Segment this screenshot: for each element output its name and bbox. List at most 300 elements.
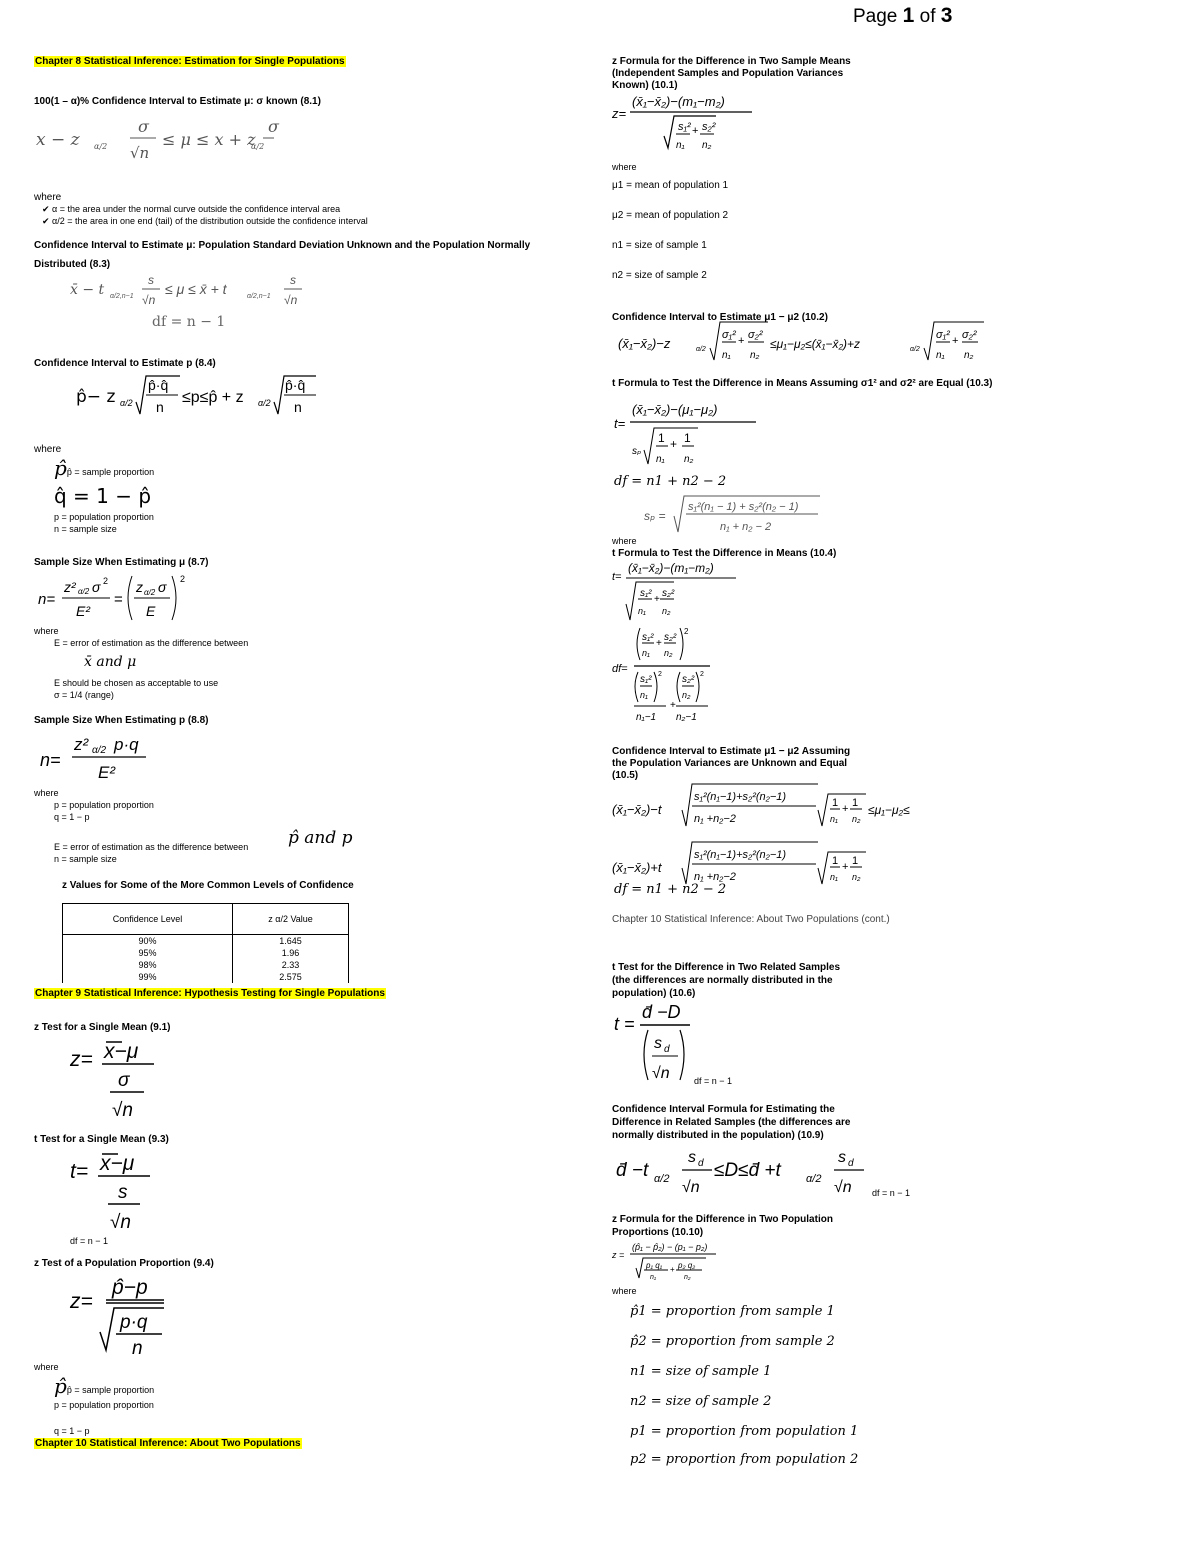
svg-text:1: 1: [832, 855, 839, 867]
svg-text:1: 1: [658, 431, 665, 445]
svg-text:p₁ q₁: p₁ q₁: [646, 1261, 663, 1270]
z-two-props-formula-graphic: [612, 1238, 722, 1284]
z-prop-where-2: where: [757, 1500, 777, 1507]
t-related-formula-text: t = (d̄ − D) / (sd / √n): [1106, 1508, 1170, 1515]
svg-text:√n: √n: [112, 1100, 133, 1121]
svg-text:s₁²: s₁²: [640, 674, 652, 685]
z-mean-formula: [70, 1034, 170, 1129]
t-related-title-2: (the differences are normally distributed in the: [612, 975, 833, 986]
z-diff-formula-graphic: [612, 92, 762, 162]
ci-related-formula: [616, 1142, 866, 1203]
svg-text:√n: √n: [682, 1179, 700, 1196]
svg-text:s₁²(n₁−1)+s₂²(n₂−1): s₁²(n₁−1)+s₂²(n₂−1): [694, 791, 787, 803]
svg-text:≤ μ ≤ x + z: ≤ μ ≤ x + z: [162, 130, 256, 149]
svg-text:x̄ − t: x̄ − t: [70, 282, 105, 298]
t-related-formula-graphic: [614, 998, 714, 1088]
ci-diff-formula: [618, 318, 988, 371]
svg-text:n: n: [156, 399, 164, 415]
svg-text:p·q: p·q: [120, 1312, 148, 1333]
svg-text:σ: σ: [138, 117, 149, 136]
svg-text:df=: df=: [612, 663, 628, 675]
t-unequal-df-graphic: [612, 624, 722, 732]
svg-text:n₂: n₂: [964, 350, 974, 361]
svg-text:z=: z=: [612, 106, 627, 121]
svg-text:+: +: [670, 700, 676, 711]
svg-text:≤p≤p̂ + z: ≤p≤p̂ + z: [182, 389, 244, 406]
svg-text:α/2: α/2: [251, 142, 265, 151]
ci-mu-known-formula-graphic: [34, 117, 279, 168]
z-diff-def-2: μ2 = mean of population 2: [612, 210, 729, 221]
svg-text:(x̄₁−x̄₂)−(m₁−m₂): (x̄₁−x̄₂)−(m₁−m₂): [632, 94, 725, 109]
t-unequal-df: [612, 624, 722, 737]
z-values-value: 1.645: [233, 935, 349, 948]
ci-mu-known-bullet-1-text: α = the area under the normal curve outside the confidence interval area: [52, 204, 341, 214]
svg-text:2: 2: [658, 671, 662, 678]
svg-text:σ: σ: [118, 1070, 130, 1091]
svg-text:1: 1: [852, 855, 859, 867]
svg-text:s: s: [654, 1035, 662, 1052]
svg-text:2: 2: [700, 671, 704, 678]
z-prop-formula: [70, 1270, 180, 1365]
ss-p-def-4: n = sample size: [54, 854, 117, 864]
svg-text:p₂ q₂: p₂ q₂: [678, 1261, 696, 1270]
z-two-props-title-2: Proportions (10.10): [612, 1227, 704, 1238]
svg-text:+: +: [670, 1265, 675, 1274]
z-prop-where: where: [34, 1362, 59, 1372]
svg-text:+: +: [842, 861, 849, 873]
z-values-value: 2.33: [233, 959, 349, 971]
ss-p-def-3: E = error of estimation as the difference between: [54, 842, 249, 852]
svg-text:n₁: n₁: [830, 872, 838, 882]
t-equal-sp-graphic: [644, 492, 824, 538]
ci-p-def-2: q̂ = 1 − p̂: [54, 484, 152, 508]
z-values-header-value: z α/2 Value: [233, 904, 349, 935]
svg-text:+: +: [738, 335, 745, 347]
ci-related-title-2: Difference in Related Samples (the differences are: [612, 1117, 851, 1128]
svg-text:n₂: n₂: [750, 350, 760, 361]
z-two-props-def-5: p1 = proportion from population 1: [630, 1424, 859, 1439]
svg-text:p̂− z: p̂− z: [76, 387, 116, 407]
z-mean-formula-text: z = (x̄ − μ) / (σ / √n): [546, 1500, 607, 1507]
svg-text:t=: t=: [70, 1160, 89, 1183]
svg-text:p·q: p·q: [114, 735, 139, 754]
ci-mu-known-formula-text: x̄ − z α/2 · σ/√n ≤ μ ≤ x̄ + z α/2 · σ/√n: [0, 1500, 114, 1507]
z-prop-formula-text: z = (p̂ − p) / √(p·q / n): [668, 1500, 735, 1507]
z-values-title: z Values for Some of the More Common Levels of Confidence: [62, 880, 354, 891]
svg-text:√n: √n: [652, 1065, 670, 1082]
svg-text:σ₂²: σ₂²: [748, 329, 763, 341]
svg-text:α/2: α/2: [92, 745, 107, 756]
svg-text:n₂: n₂: [664, 648, 673, 658]
svg-text:2: 2: [684, 627, 689, 636]
t-unequal-formula: [612, 558, 742, 631]
z-values-level: 98%: [63, 959, 233, 971]
ss-mu-formula-text: n = z²α/2 σ² / E² = ( z α/2 σ / E )²: [390, 1500, 491, 1507]
z-mean-formula-graphic: [70, 1034, 170, 1124]
svg-text:(p̂₁ − p̂₂) − (p₁ − p₂): (p̂₁ − p̂₂) − (p₁ − p₂): [632, 1242, 708, 1252]
svg-text:n₁ + n₂ − 2: n₁ + n₂ − 2: [720, 521, 772, 533]
svg-text:E²: E²: [76, 603, 90, 619]
ci-diff-formula-text: (x̄1 − x̄2) − z α/2 √(σ1²/n1 + σ2²/n2) ≤ μ1 − μ2 ≤ (x̄1 − x̄2) + z α/2 √(σ1²/n1 + σ2²/n2): [920, 1500, 1180, 1507]
svg-text:s₁²: s₁²: [642, 632, 654, 643]
svg-text:≤D≤d̄ +t: ≤D≤d̄ +t: [714, 1160, 781, 1181]
ss-mu-formula: [38, 570, 198, 631]
svg-text:s₁²: s₁²: [678, 121, 691, 133]
svg-text:1: 1: [684, 431, 691, 445]
svg-text:s₂²: s₂²: [702, 121, 716, 133]
svg-text:s₂²: s₂²: [682, 674, 695, 685]
svg-text:α/2: α/2: [654, 1173, 670, 1185]
z-diff-formula: [612, 92, 762, 167]
svg-text:α/2,n−1: α/2,n−1: [247, 293, 271, 300]
svg-text:α/2: α/2: [78, 587, 90, 596]
svg-text:≤μ₁−μ₂≤: ≤μ₁−μ₂≤: [868, 803, 910, 817]
svg-text:n₁: n₁: [640, 690, 648, 700]
p-hat-symbol: p̂: [54, 456, 67, 480]
ci-equal-formula-1-text: (x̄1 − x̄2) − t √[(s1²(n1 − 1) + s2²(n2 − 1)) / (n1 + n2 − 2)] √(1/n1 + 1/n2) ≤ μ1 − μ2 ≤: [626, 1508, 884, 1515]
ci-mu-known-bullet-1: ✔ α = the area under the normal curve outside the confidence interval area: [42, 204, 341, 214]
svg-text:z²: z²: [74, 735, 89, 754]
svg-text:d̄ −t: d̄ −t: [616, 1160, 649, 1181]
ci-p-where: where: [34, 444, 62, 455]
t-related-df: df = n − 1: [694, 1076, 733, 1086]
svg-text:σ: σ: [158, 579, 167, 595]
svg-text:n₂−1: n₂−1: [676, 712, 697, 723]
svg-text:t=: t=: [612, 571, 622, 583]
t-equal-title: t Formula to Test the Difference in Means Assuming σ1² and σ2² are Equal (10.3): [612, 378, 993, 389]
svg-text:t =: t =: [614, 1014, 635, 1034]
svg-text:d̄ −D: d̄ −D: [642, 1002, 681, 1022]
svg-text:s₂²: s₂²: [662, 588, 675, 599]
ss-mu-def-1b: x̄ and μ: [84, 654, 137, 670]
svg-text:+: +: [842, 803, 849, 815]
svg-text:α/2: α/2: [910, 346, 920, 353]
p-hat-symbol: p̂: [54, 1374, 67, 1398]
z-values-level: 90%: [63, 935, 233, 948]
svg-text:s: s: [118, 1182, 128, 1203]
z-mean-title: z Test for a Single Mean (9.1): [34, 1022, 171, 1033]
svg-text:z =: z =: [612, 1250, 625, 1260]
svg-text:σ₂²: σ₂²: [962, 329, 977, 341]
svg-text:n₂: n₂: [662, 606, 671, 616]
svg-text:x−μ: x−μ: [104, 1040, 139, 1063]
ci-equal-title-1: Confidence Interval to Estimate μ1 − μ2 Assuming: [612, 746, 851, 757]
t-unequal-df-text: df = (s1²/n1 + s2²/n2)² / [ (s1²/n1)²/(n1 − 1) + (s2²/n2)²/(n2 − 1) ]: [429, 1508, 625, 1515]
z-two-props-def-2: p̂2 = proportion from sample 2: [630, 1334, 835, 1349]
ci-equal-title-3: (10.5): [612, 770, 639, 781]
ci-mu-unknown-formula: [70, 272, 310, 317]
svg-text:σ: σ: [92, 579, 101, 595]
ci-mu-known-bullet-2: ✔ α/2 = the area in one end (tail) of the distribution outside the confidence interval: [42, 216, 368, 226]
t-mean-formula: [70, 1146, 170, 1241]
z-two-props-title-1: z Formula for the Difference in Two Population: [612, 1214, 833, 1225]
svg-text:+: +: [952, 335, 959, 347]
svg-text:1: 1: [852, 797, 859, 809]
z-diff-def-1: μ1 = mean of population 1: [612, 180, 729, 191]
ci-related-title-3: normally distributed in the population) (10.9): [612, 1130, 824, 1141]
svg-text:(x̄₁−x̄₂)−z: (x̄₁−x̄₂)−z: [618, 336, 671, 351]
svg-text:s: s: [688, 1149, 696, 1166]
svg-text:=: =: [114, 591, 123, 608]
ci-equal-formula-graphic: [612, 780, 942, 896]
svg-text:n₁ +n₂−2: n₁ +n₂−2: [694, 871, 736, 883]
formula-text-list: [0, 1500, 1200, 1550]
z-two-props-def-1: p̂1 = proportion from sample 1: [630, 1304, 835, 1319]
ci-p-def-3: p = population proportion: [54, 512, 154, 522]
svg-text:d: d: [664, 1044, 670, 1055]
table-row: [63, 935, 349, 948]
svg-text:n₁: n₁: [936, 350, 945, 361]
ci-mu-known-where: where: [34, 192, 62, 203]
svg-text:n₁: n₁: [676, 140, 685, 151]
page-total: 3: [940, 4, 953, 27]
ci-mu-unknown-df: df = n − 1: [152, 314, 226, 330]
svg-text:σ: σ: [268, 117, 279, 136]
svg-text:α/2,n−1: α/2,n−1: [110, 293, 134, 300]
svg-text:n₂: n₂: [702, 140, 712, 151]
ss-p-formula: [40, 726, 160, 791]
ci-p-def-4: n = sample size: [54, 524, 117, 534]
ci-mu-unknown-formula-text: x̄ − t α/2,n−1 · s/√n ≤ μ ≤ x̄ + t α/2,n−1 · s/√n: [115, 1500, 252, 1507]
svg-text:s₁²(n₁−1)+s₂²(n₂−1): s₁²(n₁−1)+s₂²(n₂−1): [694, 849, 787, 861]
t-equal-sp: [644, 492, 824, 543]
svg-text:n=: n=: [40, 750, 61, 770]
svg-text:α/2: α/2: [806, 1173, 822, 1185]
svg-text:n₂: n₂: [684, 1274, 691, 1281]
ss-p-def-3b: p̂ and p: [288, 828, 353, 848]
svg-text:sₚ =: sₚ =: [644, 509, 666, 523]
z-prop-def-3: q = 1 − p: [54, 1426, 90, 1436]
z-two-props-def-6: p2 = proportion from population 2: [630, 1452, 859, 1467]
svg-text:+: +: [654, 594, 660, 605]
z-diff-def-3: n1 = size of sample 1: [612, 240, 707, 251]
ci-equal-title-2: the Population Variances are Unknown and Equal: [612, 758, 848, 769]
svg-text:s₂²: s₂²: [664, 632, 677, 643]
page-of: of: [919, 6, 936, 27]
page-indicator: [853, 4, 952, 28]
ss-p-formula-text: n = z²α/2 p·q / E²: [492, 1500, 545, 1507]
t-equal-df: df = n1 + n2 − 2: [614, 474, 727, 489]
ss-mu-title: Sample Size When Estimating μ (8.7): [34, 557, 209, 568]
svg-text:s: s: [148, 273, 154, 287]
table-row: [63, 947, 349, 959]
svg-text:n₂: n₂: [852, 872, 861, 882]
ss-mu-where: where: [34, 626, 59, 636]
svg-text:s₁²(n₁ − 1) + s₂²(n₂ − 1): s₁²(n₁ − 1) + s₂²(n₂ − 1): [688, 501, 799, 513]
svg-text:s: s: [838, 1149, 846, 1166]
svg-text:n₁: n₁: [642, 648, 650, 658]
svg-text:σ₁²: σ₁²: [936, 329, 950, 341]
svg-text:p̂·q̂: p̂·q̂: [148, 377, 169, 393]
ci-diff-formula-graphic: [618, 318, 988, 366]
svg-text:n₁: n₁: [638, 606, 646, 616]
svg-text:√n: √n: [110, 1212, 131, 1233]
svg-text:s: s: [290, 273, 296, 287]
ci-mu-unknown-title: Confidence Interval to Estimate μ: Population Standard Deviation Unknown and the Population Normally Distributed (8.3): [34, 240, 531, 270]
svg-text:x−μ: x−μ: [100, 1152, 135, 1175]
ss-p-def-1: p = population proportion: [54, 800, 154, 810]
z-diff-def-4: n2 = size of sample 2: [612, 270, 707, 281]
ss-mu-def-1: E = error of estimation as the difference between: [54, 638, 249, 648]
svg-text:E: E: [146, 603, 156, 619]
svg-text:(x̄₁−x̄₂)−t: (x̄₁−x̄₂)−t: [612, 802, 662, 817]
svg-text:α/2: α/2: [258, 398, 271, 408]
chapter-10-cont-heading: Chapter 10 Statistical Inference: About Two Populations (cont.): [612, 914, 890, 925]
ss-p-formula-graphic: [40, 726, 160, 786]
z-diff-where: where: [612, 162, 637, 172]
svg-text:n₁ +n₂−2: n₁ +n₂−2: [694, 813, 736, 825]
ci-related-formula-text: d̄ − t α/2 sd/√n ≤ D ≤ d̄ + t α/2 sd/√n: [0, 1508, 1198, 1523]
svg-text:2: 2: [180, 574, 186, 584]
z-diff-formula-text: z = [(x̄1 − x̄2) − (μ1 − μ2)] / √(s1²/n1 + s2²/n2): [778, 1500, 919, 1507]
z-two-props-def-3: n1 = size of sample 1: [630, 1364, 772, 1379]
svg-text:n₁: n₁: [656, 454, 665, 465]
ss-mu-def-3: σ = 1/4 (range): [54, 690, 114, 700]
svg-text:x − z: x − z: [36, 130, 80, 150]
ss-mu-formula-graphic: [38, 570, 198, 626]
svg-text:z: z: [136, 579, 143, 595]
ss-p-where-2: where: [736, 1500, 756, 1507]
z-values-header-level: Confidence Level: [63, 904, 233, 935]
t-equal-formula-text: t = [(x̄1 − x̄2) − (μ1 − μ2)] / (sp √(1/n1 + 1/n2)): [0, 1500, 1190, 1515]
z-prop-def-1: [54, 1374, 154, 1398]
z-prop-def-2: p = population proportion: [54, 1400, 154, 1410]
ci-p-formula-graphic: [76, 372, 316, 422]
ci-mu-known-title: 100(1 – α)% Confidence Interval to Estimate μ: σ known (8.1): [34, 96, 321, 107]
z-diff-title-2: (Independent Samples and Population Variances: [612, 68, 844, 79]
t-equal-formula: [614, 398, 764, 477]
svg-text:α/2: α/2: [94, 142, 108, 151]
ci-related-formula-graphic: [616, 1142, 866, 1198]
t-equal-where: where: [612, 536, 637, 546]
svg-text:(x̄₁−x̄₂)−(m₁−m₂): (x̄₁−x̄₂)−(m₁−m₂): [628, 561, 714, 575]
ci-p-def-1: [54, 456, 154, 480]
z-diff-title-3: Known) (10.1): [612, 80, 678, 91]
svg-text:+: +: [692, 125, 699, 137]
svg-text:n: n: [132, 1338, 143, 1359]
page-current: 1: [902, 4, 915, 27]
z-two-props-formula-text: z = [(p̂1 − p̂2) − (p1 − p2)] / √(p1·q1/n1 + p2·q2/n2): [84, 1516, 242, 1523]
t-mean-df: df = n − 1: [70, 1236, 109, 1246]
svg-text:√n: √n: [130, 144, 150, 162]
ss-p-title: Sample Size When Estimating p (8.8): [34, 715, 209, 726]
ci-mu-known-bullet-2-text: α/2 = the area in one end (tail) of the distribution outside the confidence interval: [52, 216, 368, 226]
t-unequal-title: t Formula to Test the Difference in Means (10.4): [612, 548, 837, 559]
z-values-level: 99%: [63, 971, 233, 983]
z-diff-title-1: z Formula for the Difference in Two Sample Means: [612, 56, 851, 67]
svg-text:z=: z=: [70, 1290, 93, 1313]
svg-text:z=: z=: [70, 1048, 93, 1071]
svg-text:n₂: n₂: [852, 814, 861, 824]
svg-text:n₁−1: n₁−1: [636, 712, 657, 723]
z-values-table: [62, 903, 349, 983]
t-mean-formula-graphic: [70, 1146, 170, 1236]
t-unequal-formula-graphic: [612, 558, 742, 626]
svg-text:≤ μ ≤ x̄ + t: ≤ μ ≤ x̄ + t: [165, 281, 227, 297]
svg-text:n₁: n₁: [830, 814, 838, 824]
svg-text:s₁²: s₁²: [640, 588, 652, 599]
ci-mu-known-formula: [34, 117, 279, 172]
t-related-title-1: t Test for the Difference in Two Related Samples: [612, 962, 841, 973]
svg-text:n₂: n₂: [684, 454, 694, 465]
svg-text:√n: √n: [142, 293, 156, 307]
svg-text:z²: z²: [64, 579, 76, 595]
t-equal-formula-graphic: [614, 398, 764, 472]
t-unequal-formula-text: t = [(x̄1 − x̄2) − (μ1 − μ2)] / √(s1²/n1 + s2²/n2): [288, 1508, 428, 1515]
svg-text:d: d: [848, 1158, 854, 1169]
table-row: [63, 959, 349, 971]
ci-p-formula-text: p̂ − z α/2 √(p̂·q̂ / n) ≤ p ≤ p̂ + z α/2 √(p̂·q̂ / n): [253, 1500, 389, 1507]
table-row: [63, 971, 349, 983]
svg-text:α/2: α/2: [696, 346, 706, 353]
ci-equal-formula-2-text: (x̄1 − x̄2) + t √[(s1²(n1 − 1) + s2²(n2 − 1)) / (n1 + n2 − 2)] √(1/n1 + 1/n2): [885, 1508, 1105, 1515]
z-values-value: 2.575: [233, 971, 349, 983]
svg-text:√n: √n: [834, 1179, 852, 1196]
ci-p-def-1-text: p̂ = sample proportion: [66, 467, 155, 477]
t-related-title-3: population) (10.6): [612, 988, 696, 999]
z-prop-title: z Test of a Population Proportion (9.4): [34, 1258, 214, 1269]
z-two-props-where: where: [612, 1286, 637, 1296]
svg-text:p̂−p: p̂−p: [112, 1276, 148, 1299]
ci-equal-df: df = n1 + n2 − 2: [614, 882, 727, 897]
svg-text:(x̄₁−x̄₂)+t: (x̄₁−x̄₂)+t: [612, 860, 662, 875]
ci-diff-title: Confidence Interval to Estimate μ1 − μ2 (10.2): [612, 312, 828, 323]
svg-text:(x̄₁−x̄₂)−(μ₁−μ₂): (x̄₁−x̄₂)−(μ₁−μ₂): [632, 402, 718, 417]
z-two-props-formula: [612, 1238, 722, 1289]
ci-p-formula: [76, 372, 316, 427]
t-mean-formula-text: t = (x̄ − μ) / (s / √n): [608, 1500, 667, 1507]
svg-text:n=: n=: [38, 591, 56, 608]
chapter-8-heading: Chapter 8 Statistical Inference: Estimation for Single Populations: [35, 56, 345, 67]
svg-text:≤μ₁−μ₂≤(x̄₁−x̄₂)+z: ≤μ₁−μ₂≤(x̄₁−x̄₂)+z: [770, 337, 861, 351]
ss-mu-def-2: E should be chosen as acceptable to use: [54, 678, 219, 688]
z-values-level: 95%: [63, 947, 233, 959]
svg-text:p̂·q̂: p̂·q̂: [285, 377, 306, 393]
svg-text:n: n: [294, 399, 302, 415]
ci-mu-unknown-formula-graphic: [70, 272, 310, 312]
svg-text:d: d: [698, 1158, 704, 1169]
z-prop-formula-graphic: [70, 1270, 180, 1360]
svg-text:n₂: n₂: [682, 690, 691, 700]
svg-text:n₁: n₁: [650, 1274, 657, 1281]
page-prefix: Page: [853, 6, 898, 27]
ci-p-title: Confidence Interval to Estimate p (8.4): [34, 358, 216, 369]
z-prop-def-1-text: p̂ = sample proportion: [66, 1385, 155, 1395]
svg-text:n₁: n₁: [722, 350, 731, 361]
chapter-10-heading: Chapter 10 Statistical Inference: About Two Populations: [35, 1438, 301, 1449]
svg-text:2: 2: [103, 576, 109, 586]
svg-text:α/2: α/2: [144, 588, 156, 597]
ss-p-def-2: q = 1 − p: [54, 812, 90, 822]
ss-p-where: where: [34, 788, 59, 798]
z-two-props-def-4: n2 = size of sample 2: [630, 1394, 772, 1409]
svg-text:t=: t=: [614, 416, 626, 431]
ci-related-title-1: Confidence Interval Formula for Estimating the: [612, 1104, 835, 1115]
svg-text:√n: √n: [284, 293, 298, 307]
svg-text:E²: E²: [98, 763, 115, 782]
svg-text:σ₁²: σ₁²: [722, 329, 736, 341]
svg-text:sₚ: sₚ: [632, 446, 642, 457]
z-values-value: 1.96: [233, 947, 349, 959]
t-equal-sp-text: sp = √[ (s1²(n1 − 1) + s2²(n2 − 1)) / (n1 + n2 − 2) ]: [133, 1508, 287, 1515]
svg-text:+: +: [656, 638, 662, 649]
t-mean-title: t Test for a Single Mean (9.3): [34, 1134, 169, 1145]
svg-text:1: 1: [832, 797, 839, 809]
svg-text:α/2: α/2: [120, 398, 133, 408]
ci-related-df: df = n − 1: [872, 1188, 911, 1198]
svg-text:+: +: [670, 437, 678, 451]
chapter-9-heading: Chapter 9 Statistical Inference: Hypothesis Testing for Single Populations: [35, 988, 385, 999]
